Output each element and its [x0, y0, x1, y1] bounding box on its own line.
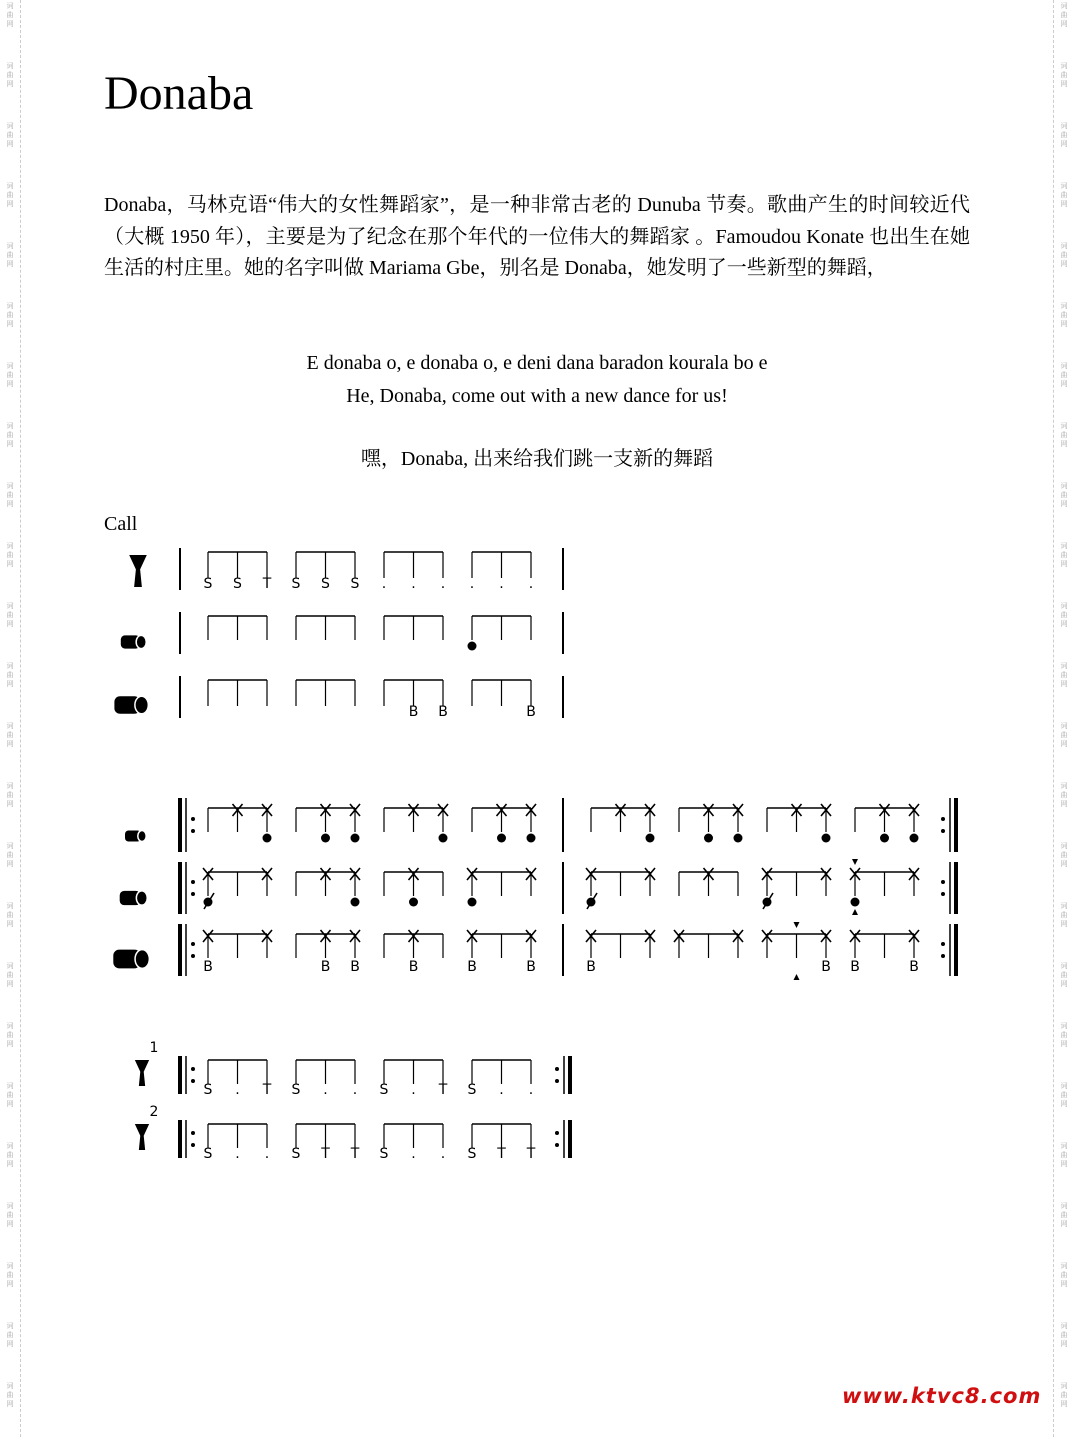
repeat-dot	[191, 829, 195, 833]
djembe-variation-icon	[135, 1124, 149, 1150]
dundun-bass-note: B	[320, 959, 331, 975]
repeat-dot	[191, 1079, 195, 1083]
edge-watermark-text: 词 曲 网	[6, 362, 14, 388]
page-title: Donaba	[104, 67, 254, 120]
edge-watermark-text: 词 曲 网	[1060, 302, 1068, 328]
section-label-call: Call	[104, 513, 138, 535]
djembe-icon	[129, 555, 147, 587]
call-djembe-note: S	[350, 576, 360, 592]
accent-triangle	[852, 859, 858, 865]
edge-watermark-text: 词 曲 网	[6, 602, 14, 628]
dundun-bass-note: B	[909, 959, 919, 975]
variation-note: T	[321, 1146, 330, 1162]
variation-note: .	[352, 1082, 358, 1098]
edge-watermark-text: 词 曲 网	[6, 62, 14, 88]
variation-note: .	[264, 1146, 270, 1162]
dundun-head	[138, 831, 146, 842]
variation-note: .	[440, 1146, 446, 1162]
edge-watermark-text: 词 曲 网	[1060, 362, 1068, 388]
edge-watermark-text: 词 曲 网	[1060, 1322, 1068, 1348]
call-djembe-note: S	[321, 576, 330, 592]
edge-watermark-text: 词 曲 网	[1060, 602, 1068, 628]
call-djembe-note: S	[233, 576, 242, 592]
edge-watermark-text: 词 曲 网	[6, 182, 14, 208]
repeat-dot	[191, 942, 195, 946]
edge-watermark-text: 词 曲 网	[6, 542, 14, 568]
edge-watermark-text: 词 曲 网	[6, 302, 14, 328]
edge-watermark-text: 词 曲 网	[6, 242, 14, 268]
accent-triangle	[794, 922, 800, 928]
note-dot	[527, 834, 536, 843]
repeat-dot	[555, 1131, 559, 1135]
note-dot	[880, 834, 889, 843]
repeat-dot	[555, 1143, 559, 1147]
variation-number: 1	[149, 1040, 159, 1056]
variation-note: T	[497, 1146, 506, 1162]
note-dot	[409, 898, 418, 907]
dundun-bass-note: B	[467, 959, 477, 975]
dundun-bass-note: B	[821, 959, 831, 975]
accent-triangle	[852, 909, 858, 915]
edge-watermark-text: 词 曲 网	[1060, 122, 1068, 148]
repeat-dot	[941, 942, 945, 946]
edge-watermark-text: 词 曲 网	[1060, 962, 1068, 988]
dundun-bass-note: B	[350, 959, 360, 975]
dundun-head	[136, 635, 146, 648]
edge-watermark-text: 词 曲 网	[1060, 1382, 1068, 1408]
edge-watermark-text: 词 曲 网	[1060, 542, 1068, 568]
variation-note: .	[323, 1082, 328, 1098]
site-watermark-logo: www.ktvc8.com	[842, 1384, 1042, 1408]
repeat-dot	[191, 880, 195, 884]
call-djembe-note: .	[411, 576, 416, 592]
call-djembe-note: S	[203, 576, 213, 592]
call-djembe-note: .	[499, 576, 504, 592]
dundun-bass-note: B	[850, 959, 860, 975]
note-dot	[351, 834, 360, 843]
repeat-dot	[941, 954, 945, 958]
edge-watermark-text: 词 曲 网	[1060, 422, 1068, 448]
edge-watermark-text: 词 曲 网	[6, 122, 14, 148]
call-dundun-note: B	[408, 704, 419, 720]
call-djembe-note: .	[469, 576, 475, 592]
variation-note: .	[499, 1082, 504, 1098]
call-dundun-note: B	[526, 704, 536, 720]
dundun-head	[135, 696, 148, 714]
edge-watermark-text: 词 曲 网	[1060, 1202, 1068, 1228]
edge-watermark-text: 词 曲 网	[1060, 722, 1068, 748]
repeat-dot	[191, 1067, 195, 1071]
repeat-dot	[941, 892, 945, 896]
dundun-bass-note: B	[586, 959, 596, 975]
lyric-line-3: 嘿，Donaba, 出来给我们跳一支新的舞蹈	[360, 448, 714, 470]
edge-watermark-text: 词 曲 网	[6, 482, 14, 508]
edge-watermark-text: 词 曲 网	[1060, 842, 1068, 868]
lyric-line-1: E donaba o, e donaba o, e deni dana baradon kourala bo e	[306, 352, 768, 374]
repeat-dot	[941, 880, 945, 884]
note-dot	[704, 834, 713, 843]
dundun-head	[136, 891, 147, 905]
variation-note: .	[235, 1146, 240, 1162]
repeat-dot	[191, 1143, 195, 1147]
variation-note: S	[291, 1082, 301, 1098]
call-dundun-note: B	[438, 704, 448, 720]
edge-watermark-text: 词 曲 网	[6, 1322, 14, 1348]
edge-watermark-text: 词 曲 网	[6, 902, 14, 928]
variation-note: S	[203, 1082, 213, 1098]
edge-watermark-text: 词 曲 网	[6, 2, 14, 28]
edge-watermark-text: 词 曲 网	[1060, 1262, 1068, 1288]
edge-watermark-text: 词 曲 网	[1060, 482, 1068, 508]
variation-number: 2	[149, 1104, 159, 1120]
variation-note: T	[526, 1146, 536, 1162]
edge-watermark-text: 词 曲 网	[6, 1202, 14, 1228]
call-djembe-note: T	[262, 576, 272, 592]
edge-watermark-text: 词 曲 网	[6, 662, 14, 688]
note-dot	[351, 898, 360, 907]
note-dot	[646, 834, 655, 843]
call-djembe-note: S	[291, 576, 301, 592]
note-dot	[439, 834, 448, 843]
edge-watermark-text: 词 曲 网	[6, 1142, 14, 1168]
repeat-dot	[191, 1131, 195, 1135]
variation-note: .	[235, 1082, 240, 1098]
edge-watermark-text: 词 曲 网	[1060, 782, 1068, 808]
variation-note: .	[528, 1082, 534, 1098]
repeat-dot	[941, 817, 945, 821]
variation-note: T	[262, 1082, 272, 1098]
variation-note: S	[467, 1082, 477, 1098]
repeat-dot	[191, 817, 195, 821]
repeat-dot	[555, 1079, 559, 1083]
edge-watermark-text: 词 曲 网	[6, 1382, 14, 1408]
edge-watermark-text: 词 曲 网	[1060, 2, 1068, 28]
edge-watermark-text: 词 曲 网	[1060, 1082, 1068, 1108]
note-dot	[468, 898, 477, 907]
repeat-dot	[941, 829, 945, 833]
note-dot	[468, 642, 477, 651]
dundun-bass-note: B	[526, 959, 536, 975]
edge-watermark-text: 词 曲 网	[1060, 62, 1068, 88]
variation-note: S	[203, 1146, 213, 1162]
edge-watermark-text: 词 曲 网	[1060, 242, 1068, 268]
edge-watermark-text: 词 曲 网	[6, 722, 14, 748]
variation-note: .	[411, 1082, 416, 1098]
edge-watermark-text: 词 曲 网	[6, 782, 14, 808]
repeat-dot	[191, 954, 195, 958]
repeat-dot	[191, 892, 195, 896]
edge-watermark-text: 词 曲 网	[6, 962, 14, 988]
note-dot	[851, 898, 860, 907]
edge-watermark-text: 词 曲 网	[6, 1082, 14, 1108]
accent-triangle	[794, 974, 800, 980]
edge-watermark-text: 词 曲 网	[1060, 1022, 1068, 1048]
variation-note: S	[379, 1146, 389, 1162]
variation-note: S	[291, 1146, 301, 1162]
variation-note: T	[350, 1146, 360, 1162]
dundun-bass-note: B	[203, 959, 213, 975]
edge-watermark-text: 词 曲 网	[1060, 902, 1068, 928]
call-djembe-note: .	[440, 576, 446, 592]
edge-watermark-text: 词 曲 网	[6, 842, 14, 868]
note-dot	[497, 834, 506, 843]
lyric-line-2: He, Donaba, come out with a new dance for us!	[346, 385, 728, 407]
intro-paragraph: Donaba，马林克语“伟大的女性舞蹈家”，是一种非常古老的 Dunuba 节奏。歌曲产生的时间较近代（大概 1950 年），主要是为了纪念在那个年代的一位伟大的舞蹈家 。Famoudou Konate 也出生在她生活的村庄里。她的名字叫做 Mariama Gbe，别名是 Donaba，她发明了一些新型的舞蹈，	[104, 194, 970, 279]
call-djembe-note: .	[528, 576, 534, 592]
edge-watermark-text: 词 曲 网	[6, 1022, 14, 1048]
note-dot	[822, 834, 831, 843]
variation-note: S	[467, 1146, 477, 1162]
note-dot	[734, 834, 743, 843]
edge-watermark-text: 词 曲 网	[1060, 182, 1068, 208]
call-djembe-note: .	[381, 576, 387, 592]
repeat-dot	[555, 1067, 559, 1071]
note-dot	[321, 834, 330, 843]
variation-note: .	[411, 1146, 416, 1162]
note-dot	[263, 834, 272, 843]
dundun-head	[135, 950, 149, 969]
variation-note: T	[438, 1082, 448, 1098]
edge-watermark-text: 词 曲 网	[6, 422, 14, 448]
edge-watermark-text: 词 曲 网	[1060, 1142, 1068, 1168]
edge-watermark-text: 词 曲 网	[6, 1262, 14, 1288]
note-dot	[910, 834, 919, 843]
dundun-bass-note: B	[408, 959, 419, 975]
djembe-variation-icon	[135, 1060, 149, 1086]
edge-watermark-text: 词 曲 网	[1060, 662, 1068, 688]
variation-note: S	[379, 1082, 389, 1098]
